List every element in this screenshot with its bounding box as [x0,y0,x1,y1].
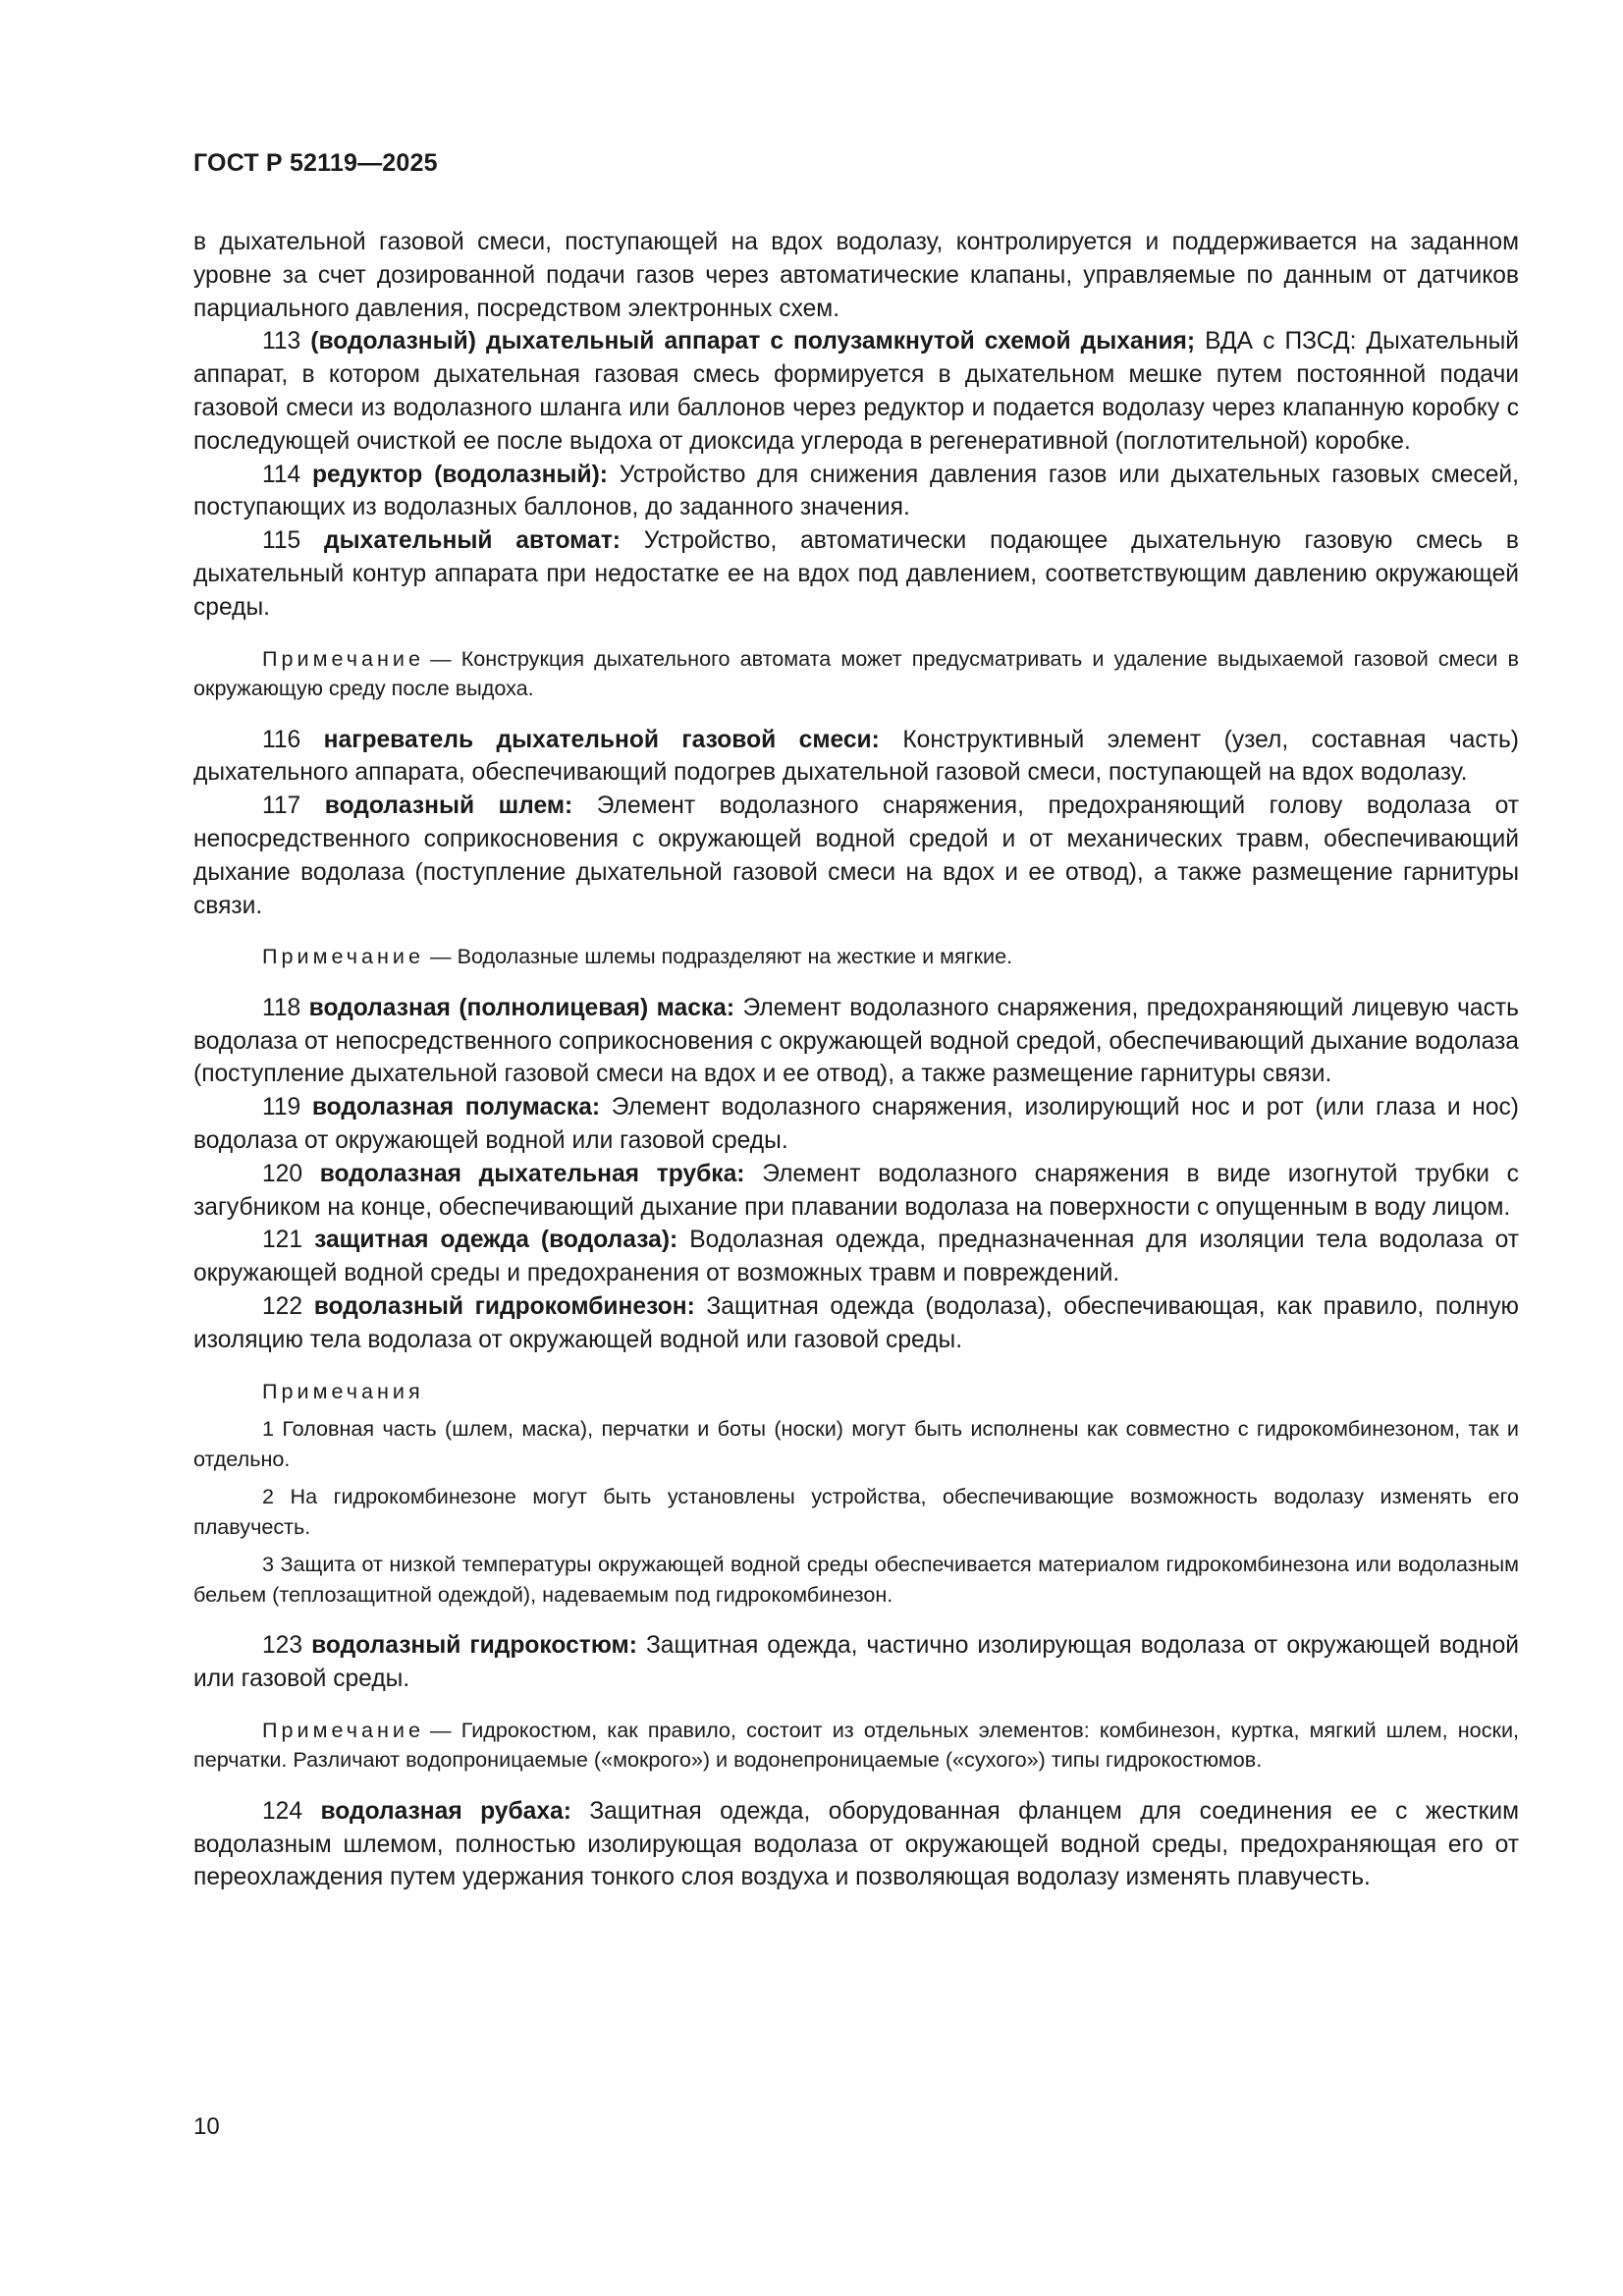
term-entry-124 [193,1795,1519,1894]
term-number: 117 [262,793,301,820]
term-title: редуктор (водолазный): [311,461,608,488]
term-title: водолазная (полнолицевая) маска: [308,994,735,1021]
term-number: 121 [262,1227,303,1254]
term-definition: Устройство, автоматически подающее дыхательную газовую смесь в дыхательный контур аппарата при недостатке ее на вдох под давлением, соответствующим давлению окружающей среды. [193,527,1519,621]
term-entry-120 [193,1158,1519,1225]
note-item: 2 На гидрокомбинезоне могут быть установлены устройства, обеспечивающие возможность водолазу изменять его плавучесть. [193,1484,1519,1539]
term-number: 120 [262,1160,303,1187]
note-item: 3 Защита от низкой температуры окружающей водной среды обеспечивается материалом гидрокомбинезона или водолазным бельем (теплозащитной одеждой), надеваемым под гидрокомбинезон. [193,1552,1519,1607]
term-number: 119 [262,1094,301,1121]
term-definition: Элемент водолазного снаряжения, предохраняющий голову водолаза от непосредственного соприкосновения с окружающей водной средой и от механических травм, обеспечивающий дыхание водолаза (поступление дыхательной газовой смеси на вдох и ее отвод), а также размещение гарнитуры связи. [193,793,1520,919]
term-definition: Защитная одежда, оборудованная фланцем для соединения ее с жестким водолазным шлемом, полностью изолирующая водолаза от окружающей водной среды, предохраняющая его от переохлаждения путем удержания тонкого слоя воздуха и позволяющая водолазу изменять плавучесть. [193,1797,1519,1891]
notes-122-heading [193,1377,1519,1407]
note-123 [193,1716,1519,1776]
term-title: (водолазный) дыхательный аппарат с полузамкнутой схемой дыхания; [310,328,1196,355]
term-definition: Элемент водолазного снаряжения, изолирующий нос и рот (или глаза и нос) водолаза от окружающей водной или газовой среды. [193,1094,1519,1155]
term-title: дыхательный автомат: [324,527,621,555]
document-code-header: ГОСТ Р 52119—2025 [193,149,438,177]
term-number: 122 [262,1293,303,1321]
term-title: водолазный шлем: [324,793,573,820]
term-definition: Конструктивный элемент (узел, составная часть) дыхательного аппарата, обеспечивающий подогрев дыхательной газовой смеси, поступающей на вдох водолазу. [193,726,1519,787]
term-title: нагреватель дыхательной газовой смеси: [323,726,880,753]
term-title: водолазный гидрокостюм: [311,1632,637,1660]
term-title: водолазная полумаска: [311,1094,601,1121]
term-definition: ВДА с ПЗСД: Дыхательный аппарат, в котором дыхательная газовая смесь формируется в дыхательном мешке путем постоянной подачи газовой смеси из водолазного шланга или баллонов через редуктор и подается водолазу через клапанную коробку с последующей очисткой ее после выдоха от диоксида углерода в регенеративной (поглотительной) коробке. [193,328,1519,455]
note-label: Примечание [262,645,424,671]
term-title: водолазная рубаха: [320,1797,571,1825]
term-entry-113 [193,325,1519,458]
note-text: — Водолазные шлемы подразделяют на жесткие и мягкие. [430,944,1013,969]
note-label: Примечания [262,1378,424,1403]
term-entry-116 [193,724,1519,791]
term-number: 116 [262,726,301,753]
term-number: 113 [262,328,301,355]
term-title: водолазная дыхательная трубка: [319,1160,745,1187]
term-title: водолазный гидрокомбинезон: [313,1293,695,1321]
term-title: защитная одежда (водолаза): [314,1227,678,1254]
note-label: Примечание [262,944,424,969]
note-item: 1 Головная часть (шлем, маска), перчатки и боты (носки) могут быть исполнены как совместно с гидрокомбинезоном, так и отдельно. [193,1416,1519,1471]
term-definition: Устройство для снижения давления газов или дыхательных газовых смесей, поступающих из водолазных баллонов, до заданного значения. [193,461,1519,521]
term-entry-123 [193,1629,1519,1696]
page-number: 10 [193,2113,220,2140]
term-definition: Защитная одежда (водолаза), обеспечивающая, как правило, полную изоляцию тела водолаза от окружающей водной или газовой среды. [193,1293,1519,1353]
paragraph-continuation: в дыхательной газовой смеси, поступающей на вдох водолазу, контролируется и поддерживается на заданном уровне за счет дозированной подачи газов через автоматические клапаны, управляемые по данным от датчиков парциального давления, посредством электронных схем. [193,229,1519,322]
term-entry-122 [193,1290,1519,1357]
term-number: 118 [262,994,301,1021]
note-text: — Гидрокостюм, как правило, состоит из отдельных элементов: комбинезон, куртка, мягкий шлем, носки, перчатки. Различают водопроницаемые («мокрого») и водонепроницаемые («сухого») типы гидрокостюмов. [193,1717,1519,1773]
term-definition: Защитная одежда, частично изолирующая водолаза от окружающей водной или газовой среды. [193,1632,1519,1692]
term-entry-115 [193,524,1519,624]
term-entry-117 [193,790,1519,922]
term-number: 124 [262,1797,303,1825]
term-definition: Водолазная одежда, предназначенная для изоляции тела водолаза от окружающей водной среды и предохранения от возможных травм и повреждений. [193,1227,1519,1287]
document-body [193,226,1519,1894]
term-number: 114 [262,461,301,488]
term-definition: Элемент водолазного снаряжения в виде изогнутой трубки с загубником на конце, обеспечивающий дыхание при плавании водолаза на поверхности с опущенным в воду лицом. [193,1160,1519,1221]
term-definition: Элемент водолазного снаряжения, предохраняющий лицевую часть водолаза от непосредственного соприкосновения с окружающей водной средой, обеспечивающий дыхание водолаза (поступление дыхательной газовой смеси на вдох и ее отвод), а также размещение гарнитуры связи. [193,994,1519,1088]
term-number: 123 [262,1632,303,1660]
note-text: — Конструкция дыхательного автомата может предусматривать и удаление выдыхаемой газовой смеси в окружающую среду после выдоха. [193,645,1519,701]
term-number: 115 [262,527,301,555]
term-entry-119 [193,1091,1519,1158]
term-entry-118 [193,992,1519,1091]
note-label: Примечание [262,1717,424,1742]
note-117 [193,942,1519,972]
term-entry-121 [193,1224,1519,1290]
note-115 [193,644,1519,704]
term-entry-114 [193,459,1519,525]
